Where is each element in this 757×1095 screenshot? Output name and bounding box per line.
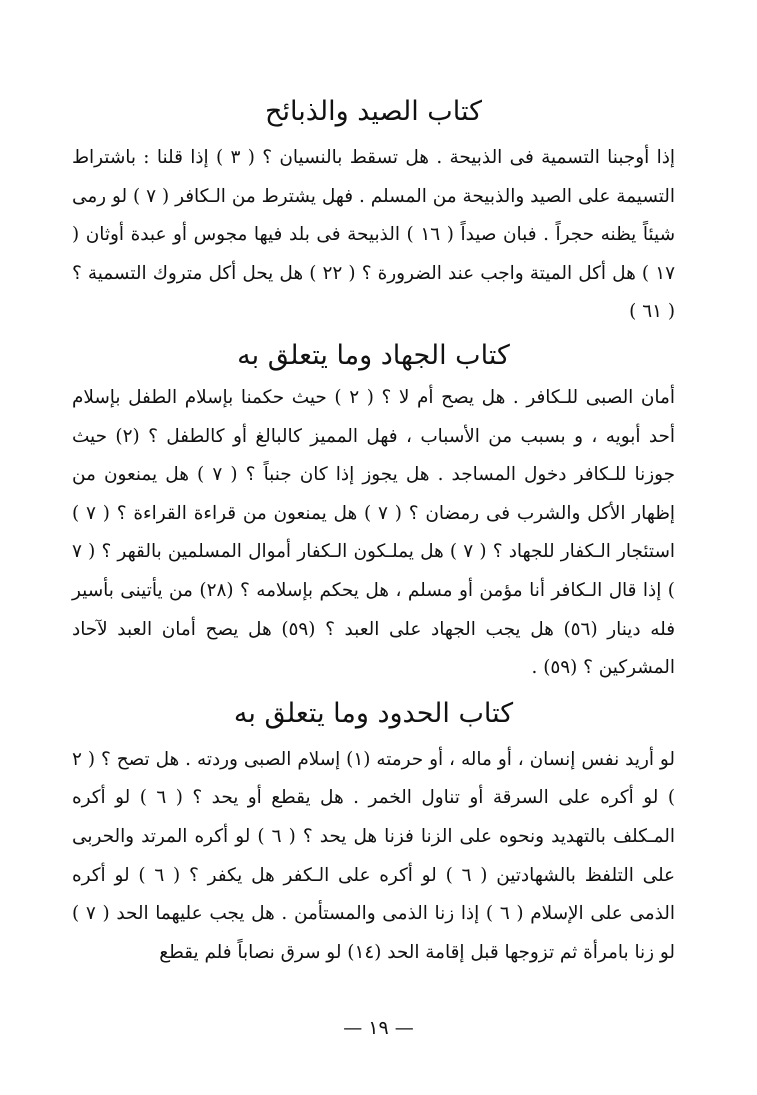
section-title-jihad: كتاب الجهاد وما يتعلق به	[237, 339, 510, 371]
section-text-jihad: أمان الصبى للـكافر . هل يصح أم لا ؟ ( ٢ ) حيث حكمنا بإسلام الطفل بإسلام أحد أبويه ، و بسبب من الأسباب ، فهل المميز كالبالغ أو كالطفل ؟ (٢) حيث جوزنا للـكافر دخول المساجد . هل يجوز إذا كان جنباً ؟ ( ٧ ) هل يمنعون من إظهار الأكل والشرب فى رمضان ؟ ( ٧ ) هل يمنعون من قراءة القراءة ؟ ( ٧ ) استئجار الـكفار للجهاد ؟ ( ٧ ) هل يملـكون الـكفار أموال المسلمين بالقهر ؟ ( ٧ ) إذا قال الـكافر أنا مؤمن أو مسلم ، هل يحكم بإسلامه ؟ (٢٨) من يأتينى بأسير فله دينار (٥٦) هل يجب الجهاد على العبد ؟ (٥٩) هل يصح أمان العبد لآحاد المشركين ؟ (٥٩) .	[72, 386, 675, 679]
page-number: — ١٩ —	[343, 1017, 414, 1039]
section-text-hudud: لو أريد نفس إنسان ، أو ماله ، أو حرمته (١) إسلام الصبى وردته . هل تصح ؟ ( ٢ ) لو أكره على السرقة أو تناول الخمر . هل يقطع أو يحد ؟ ( ٦ ) لو أكره المـكلف بالتهديد ونحوه على الزنا فزنا هل يحد ؟ ( ٦ ) لو أكره المرتد والحربى على التلفظ بالشهادتين ( ٦ ) لو أكره على الـكفر هل يكفر ؟ ( ٦ ) لو أكره الذمى على الإسلام ( ٦ ) إذا زنا الذمى والمستأمن . هل يجب عليهما الحد ( ٧ ) لو زنا بامرأة ثم تزوجها قبل إقامة الحد (١٤) لو سرق نصاباً فلم يقطع	[72, 748, 676, 963]
section-title-hunting: كتاب الصيد والذبائح	[265, 96, 482, 127]
section-title-hudud: كتاب الحدود وما يتعلق به	[233, 697, 514, 729]
section-text-hunting: إذا أوجبنا التسمية فى الذبيحة . هل تسقط بالنسيان ؟ ( ٣ ) إذا قلنا : باشتراط التسيمة على الصيد والذبيحة من المسلم . فهل يشترط من الـكافر ( ٧ ) لو رمى شيئاً يظنه حجراً . فبان صيداً ( ١٦ ) الذبيحة فى بلد فيها مجوس أو عبدة أوثان ( ١٧ ) هل أكل الميتة واجب عند الضرورة ؟ ( ٢٢ ) هل يحل أكل متروك التسمية ؟ ( ٦١ )	[72, 147, 675, 323]
